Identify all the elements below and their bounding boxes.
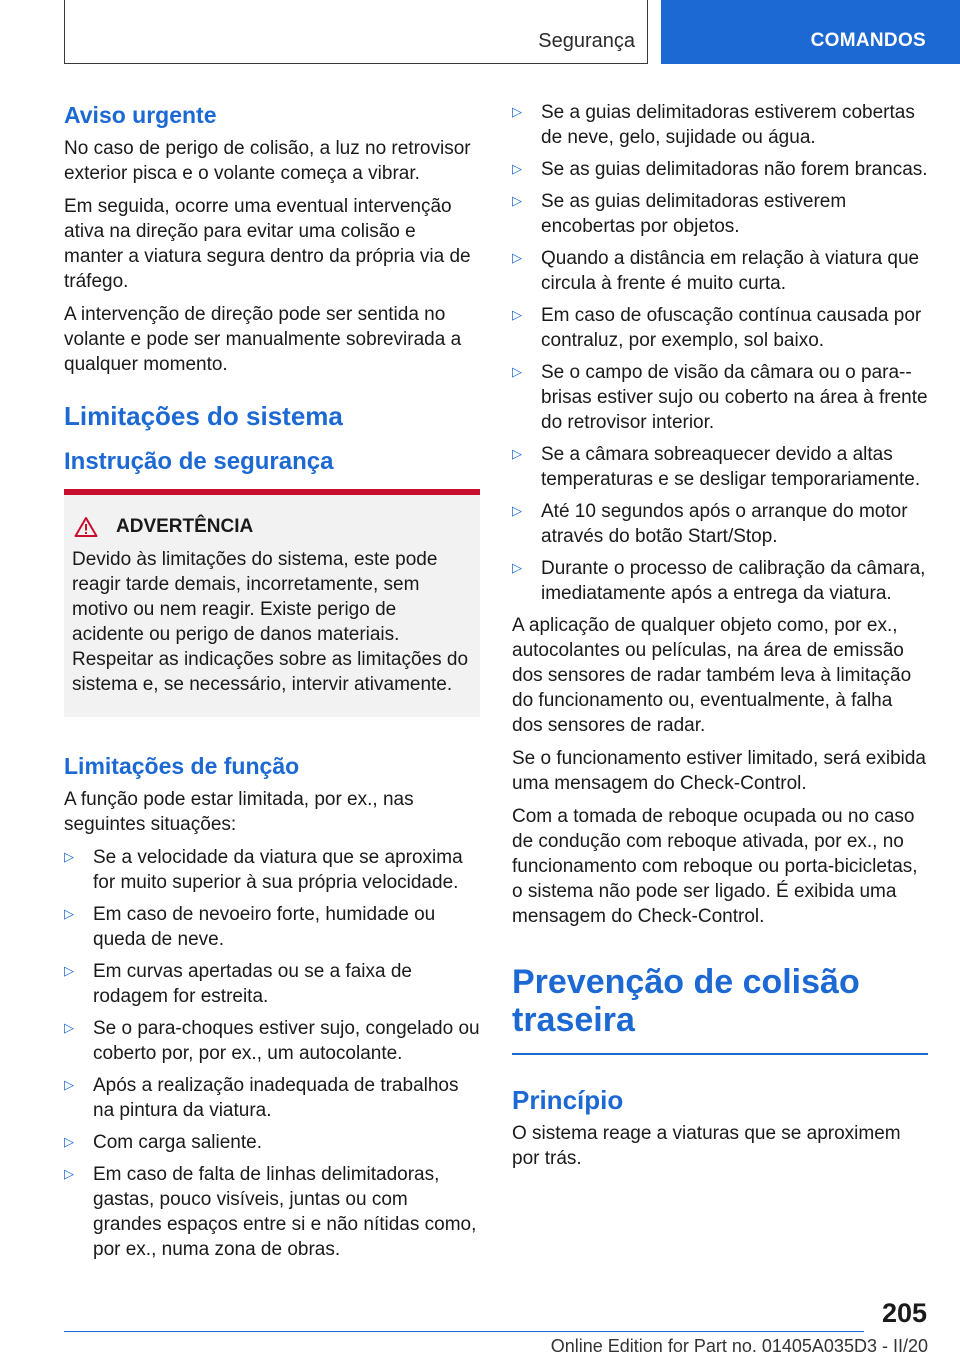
list-item: ▷ Durante o processo de calibração da câmara, imediatamente após a entrega da viatura. [512,558,926,604]
list-item: ▷ Em caso de nevoeiro forte, humidade ou queda de neve. [64,904,436,950]
list-item: ▷ Se a câmara sobreaquecer devido a altas temperaturas e se desligar temporariamente. [512,444,921,490]
trailer-paragraph: Com a tomada de reboque ocupada ou no caso de condução com reboque ativada, por ex., no funcionamento com reboque ou porta-bicicletas, o sistema não pode ser ligado. É exibida uma mensagem do Check-Control. [512,806,918,927]
triangle-bullet-icon: ▷ [64,1020,74,1035]
aviso-paragraph-3: A intervenção de direção pode ser sentida no volante e pode ser manualmente sobrevirada a qualquer momento. [64,304,462,375]
list-item: ▷ Até 10 segundos após o arranque do motor através do botão Start/Stop. [512,501,908,547]
list-item: ▷ Se a velocidade da viatura que se aproxima for muito superior à sua própria velocidade. [64,847,463,893]
header-tab-label: COMANDOS [810,30,926,51]
header-tab[interactable] [661,0,960,64]
header-section-title: Segurança [538,30,635,52]
triangle-bullet-icon: ▷ [512,446,522,461]
warning-text: Devido às limitações do sistema, este pode reagir tarde demais, incorretamente, sem motivo ou nem reagir. Existe perigo de acidente ou perigo de danos materiais. Respeitar as indicações sobre as limitações do sistema e, se necessário, intervir ativamente. [72,549,469,695]
limitacoes-heading: Limitações do sistema [64,401,343,431]
limitation-bullet-list [512,100,928,606]
right-column [512,100,928,1179]
aviso-paragraph-2: Em seguida, ocorre uma eventual intervenção ativa na direção para evitar uma colisão e manter a viatura segura dentro da própria via de tráfego. [64,196,471,292]
warning-header [72,515,472,539]
triangle-bullet-icon: ▷ [512,104,522,119]
aviso-heading: Aviso urgente [64,102,217,128]
list-item: ▷ Se o campo de visão da câmara ou o para--brisas estiver sujo ou coberto na área à frente do retrovisor interior. [512,362,928,433]
warning-box [64,489,480,717]
triangle-bullet-icon: ▷ [512,307,522,322]
header-section-box [64,0,648,64]
list-item: ▷ Com carga saliente. [64,1132,262,1153]
triangle-bullet-icon: ▷ [64,849,74,864]
funcao-heading: Limitações de função [64,753,300,779]
funcao-bullet-list [64,845,480,1262]
list-item: ▷ Se o para-choques estiver sujo, congelado ou coberto por, por ex., um autocolante. [64,1018,480,1064]
list-item: ▷ Se a guias delimitadoras estiverem cobertas de neve, gelo, sujidade ou água. [512,102,915,148]
triangle-bullet-icon: ▷ [512,560,522,575]
funcao-intro: A função pode estar limitada, por ex., nas seguintes situações: [64,789,414,835]
triangle-bullet-icon: ▷ [64,1077,74,1092]
page-number: 205 [881,1298,927,1328]
section-divider [512,1053,928,1055]
triangle-bullet-icon: ▷ [64,1166,74,1181]
list-item: ▷ Se as guias delimitadoras não forem brancas. [512,159,928,180]
list-item: ▷ Em caso de ofuscação contínua causada por contraluz, por exemplo, sol baixo. [512,305,922,351]
triangle-bullet-icon: ▷ [512,503,522,518]
radar-paragraph: A aplicação de qualquer objeto como, por ex., autocolantes ou películas, na área de emissão dos sensores de radar também leva à limitação do funcionamento ou, eventualmente, à falha dos sensores de radar. [512,615,912,736]
triangle-bullet-icon: ▷ [512,250,522,265]
list-item: ▷ Se as guias delimitadoras estiverem encobertas por objetos. [512,191,847,237]
instrucao-heading: Instrução de segurança [64,448,334,475]
principio-heading: Princípio [512,1085,624,1115]
check-control-paragraph: Se o funcionamento estiver limitado, será exibida uma mensagem do Check-Control. [512,748,927,794]
triangle-bullet-icon: ▷ [64,1134,74,1149]
left-column [64,100,480,1269]
list-item: ▷ Após a realização inadequada de trabalhos na pintura da viatura. [64,1075,459,1121]
warning-label: ADVERTÊNCIA [116,516,254,537]
list-item: ▷ Em caso de falta de linhas delimitadoras, gastas, pouco visíveis, juntas ou com grandes espaços entre si e não nítidas como, por ex., numa zona de obras. [64,1164,477,1260]
warning-triangle-icon [74,516,98,538]
prevencao-heading: Prevenção de colisão traseira [512,963,860,1039]
triangle-bullet-icon: ▷ [512,161,522,176]
footer-divider [64,1331,864,1332]
principio-text: O sistema reage a viaturas que se aproximem por trás. [512,1123,901,1169]
triangle-bullet-icon: ▷ [512,364,522,379]
list-item: ▷ Em curvas apertadas ou se a faixa de rodagem for estreita. [64,961,412,1007]
footer-edition: Online Edition for Part no. 01405A035D3 - II/20 [550,1336,928,1356]
triangle-bullet-icon: ▷ [64,963,74,978]
triangle-bullet-icon: ▷ [64,906,74,921]
list-item: ▷ Quando a distância em relação à viatura que circula à frente é muito curta. [512,248,920,294]
aviso-paragraph-1: No caso de perigo de colisão, a luz no retrovisor exterior pisca e o volante começa a vibrar. [64,138,471,184]
triangle-bullet-icon: ▷ [512,193,522,208]
